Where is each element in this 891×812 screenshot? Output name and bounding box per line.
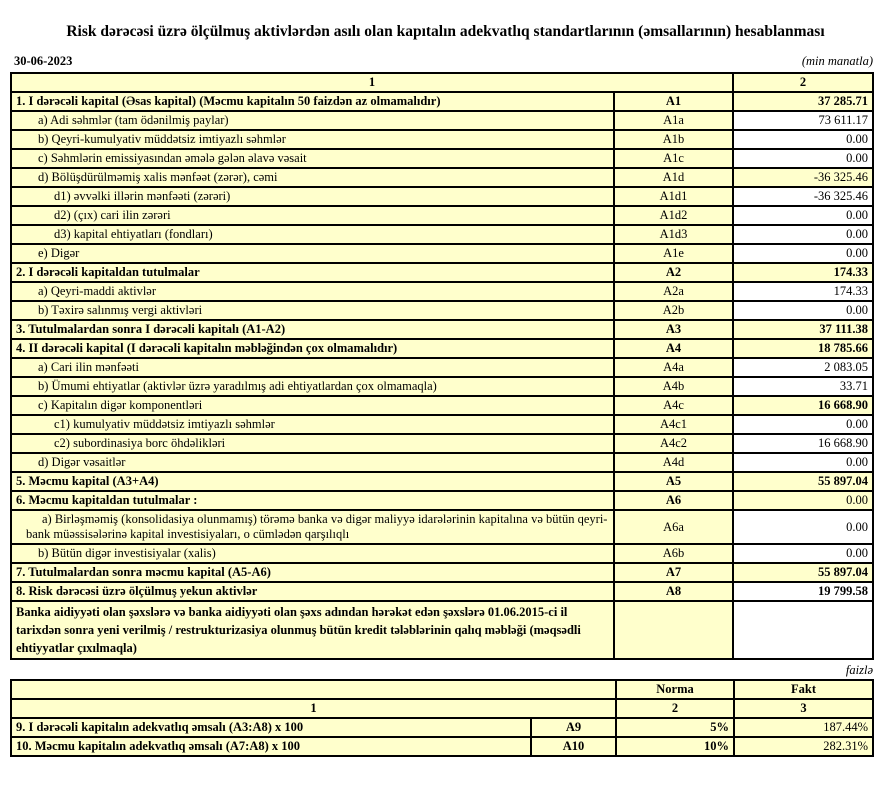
row-desc: a) Birləşməmiş (konsolidasiya olunmamış) törəmə banka və digər maliyyə idarələrinin kapitalına və bütün qeyri-bank müəssisələrinə kapital investisiyaları, o cümlədən qarşılıqlı [11,510,614,544]
row-norma-value: 10% [616,737,734,756]
row-value: 18 785.66 [733,339,873,358]
table-row [11,263,873,282]
row-code: A2 [614,263,733,282]
table-row [11,491,873,510]
table-row [11,396,873,415]
row-desc: d2) (çıx) cari ilin zərəri [11,206,614,225]
main-table-header-row [11,73,873,92]
row-value: 16 668.90 [733,396,873,415]
table-row [11,563,873,582]
row-code: A5 [614,472,733,491]
ratio-header-row [11,680,873,699]
row-code: A6 [614,491,733,510]
ratio-col-num-1: 1 [11,699,616,718]
row-code: A4c2 [614,434,733,453]
row-value: 0.00 [733,510,873,544]
table-row [11,582,873,601]
row-desc: e) Digər [11,244,614,263]
table-row [11,601,873,659]
ratio-table-body [11,718,873,756]
table-row [11,320,873,339]
row-value: 19 799.58 [733,582,873,601]
row-value: 2 083.05 [733,358,873,377]
report-date: 30-06-2023 [14,54,73,69]
row-value: 0.00 [733,415,873,434]
row-desc: Banka aidiyyəti olan şəxslərə və banka aidiyyəti olan şəxs adından hərəkət edən şəxslərə 01.06.2015-ci il tarixdən sonra yeni verilmiş / restrukturizasiya olunmuş bütün kredit tələblərinin qalıq məbləği (məqsədli ehtiyyatlar çıxılmaqla) [11,601,614,659]
row-code: A7 [614,563,733,582]
row-value: 37 111.38 [733,320,873,339]
row-code: A6a [614,510,733,544]
row-desc: a) Cari ilin mənfəəti [11,358,614,377]
table-row [11,358,873,377]
row-desc: c) Səhmlərin emissiyasından əmələ gələn əlavə vəsait [11,149,614,168]
table-row [11,415,873,434]
row-value: 37 285.71 [733,92,873,111]
row-code: A1d1 [614,187,733,206]
row-desc: a) Qeyri-maddi aktivlər [11,282,614,301]
table-row [11,282,873,301]
row-desc: 10. Məcmu kapitalın adekvatlıq əmsalı (A7:A8) x 100 [11,737,531,756]
ratio-col-num-3: 3 [734,699,873,718]
row-norma-value: 5% [616,718,734,737]
row-code: A8 [614,582,733,601]
row-code: A4c1 [614,415,733,434]
row-code: A1d3 [614,225,733,244]
table-row [11,472,873,491]
row-value: 0.00 [733,544,873,563]
row-value: 174.33 [733,263,873,282]
table-row [11,737,873,756]
row-value: 0.00 [733,244,873,263]
row-value: 33.71 [733,377,873,396]
row-code: A3 [614,320,733,339]
ratio-table [10,679,874,757]
ratio-col-num-2: 2 [616,699,734,718]
row-desc: b) Bütün digər investisiyalar (xalis) [11,544,614,563]
row-desc: 9. I dərəcəli kapitalın adekvatlıq əmsalı (A3:A8) x 100 [11,718,531,737]
table-row [11,544,873,563]
row-code: A4 [614,339,733,358]
row-code: A2b [614,301,733,320]
row-fakt-value: 187.44% [734,718,873,737]
row-code: A1a [614,111,733,130]
row-value: 0.00 [733,453,873,472]
main-col-header-1: 1 [11,73,733,92]
row-desc: 2. I dərəcəli kapitaldan tutulmalar [11,263,614,282]
row-value: 174.33 [733,282,873,301]
row-code: A4b [614,377,733,396]
row-desc: 7. Tutulmalardan sonra məcmu kapital (A5-A6) [11,563,614,582]
ratio-col-header-norma: Norma [616,680,734,699]
row-desc: c1) kumulyativ müddətsiz imtiyazlı səhmlər [11,415,614,434]
row-desc: c2) subordinasiya borc öhdəlikləri [11,434,614,453]
table-row [11,111,873,130]
row-value: 55 897.04 [733,563,873,582]
row-code: A1d [614,168,733,187]
main-table-body [11,92,873,659]
row-value: 0.00 [733,225,873,244]
row-code: A1b [614,130,733,149]
row-code: A1c [614,149,733,168]
main-col-header-2: 2 [733,73,873,92]
table-row [11,130,873,149]
row-code: A1d2 [614,206,733,225]
row-desc: 4. II dərəcəli kapital (I dərəcəli kapitalın məbləğindən çox olmamalıdır) [11,339,614,358]
row-value: -36 325.46 [733,187,873,206]
row-desc: d) Digər vəsaitlər [11,453,614,472]
table-row [11,510,873,544]
row-code: A10 [531,737,616,756]
row-desc: 3. Tutulmalardan sonra I dərəcəli kapitalı (A1-A2) [11,320,614,339]
page-title: Risk dərəcəsi üzrə ölçülmuş aktivlərdən asılı olan kapıtalın adekvatlıq standartlarının (əmsallarının) hesablanması [66,23,825,40]
row-desc: d3) kapital ehtiyatları (fondları) [11,225,614,244]
row-desc: c) Kapitalın digər komponentləri [11,396,614,415]
table-row [11,92,873,111]
row-desc: 5. Məcmu kapital (A3+A4) [11,472,614,491]
row-code: A9 [531,718,616,737]
row-desc: d1) əvvəlki illərin mənfəəti (zərəri) [11,187,614,206]
row-code: A1 [614,92,733,111]
table-row [11,377,873,396]
row-code: A4a [614,358,733,377]
row-desc: b) Ümumi ehtiyatlar (aktivlər üzrə yaradılmış adi ehtiyatlardan çox olmamaqla) [11,377,614,396]
table-row [11,301,873,320]
row-desc: a) Adi səhmlər (tam ödənilmiş paylar) [11,111,614,130]
row-code: A4c [614,396,733,415]
table-row [11,434,873,453]
row-value: 0.00 [733,130,873,149]
table-row [11,168,873,187]
row-desc: 8. Risk dərəcəsi üzrə ölçülmuş yekun aktivlər [11,582,614,601]
row-value: 16 668.90 [733,434,873,453]
row-code: A2a [614,282,733,301]
row-value: -36 325.46 [733,168,873,187]
row-value: 0.00 [733,491,873,510]
table-row [11,339,873,358]
row-fakt-value: 282.31% [734,737,873,756]
ratio-header-empty [11,680,616,699]
table-row [11,453,873,472]
row-value: 73 611.17 [733,111,873,130]
row-value: 0.00 [733,301,873,320]
row-code [614,601,733,659]
table-row [11,225,873,244]
unit-note: (min manatla) [801,54,873,69]
row-value [733,601,873,659]
ratio-header-num-row [11,699,873,718]
row-code: A4d [614,453,733,472]
table-row [11,244,873,263]
row-desc: b) Təxirə salınmış vergi aktivləri [11,301,614,320]
percent-note: faizlə [845,663,873,678]
meta-row [14,54,873,69]
row-value: 55 897.04 [733,472,873,491]
table-row [11,149,873,168]
row-code: A1e [614,244,733,263]
row-desc: 6. Məcmu kapitaldan tutulmalar : [11,491,614,510]
table-row [11,187,873,206]
ratio-col-header-fakt: Fakt [734,680,873,699]
main-table [10,72,874,660]
row-desc: d) Bölüşdürülməmiş xalis mənfəət (zərər), cəmi [11,168,614,187]
row-value: 0.00 [733,206,873,225]
table-row [11,718,873,737]
row-code: A6b [614,544,733,563]
row-desc: b) Qeyri-kumulyativ müddətsiz imtiyazlı səhmlər [11,130,614,149]
row-desc: 1. I dərəcəli kapital (Əsas kapital) (Məcmu kapitalın 50 faizdən az olmamalıdır) [11,92,614,111]
row-value: 0.00 [733,149,873,168]
table-row [11,206,873,225]
